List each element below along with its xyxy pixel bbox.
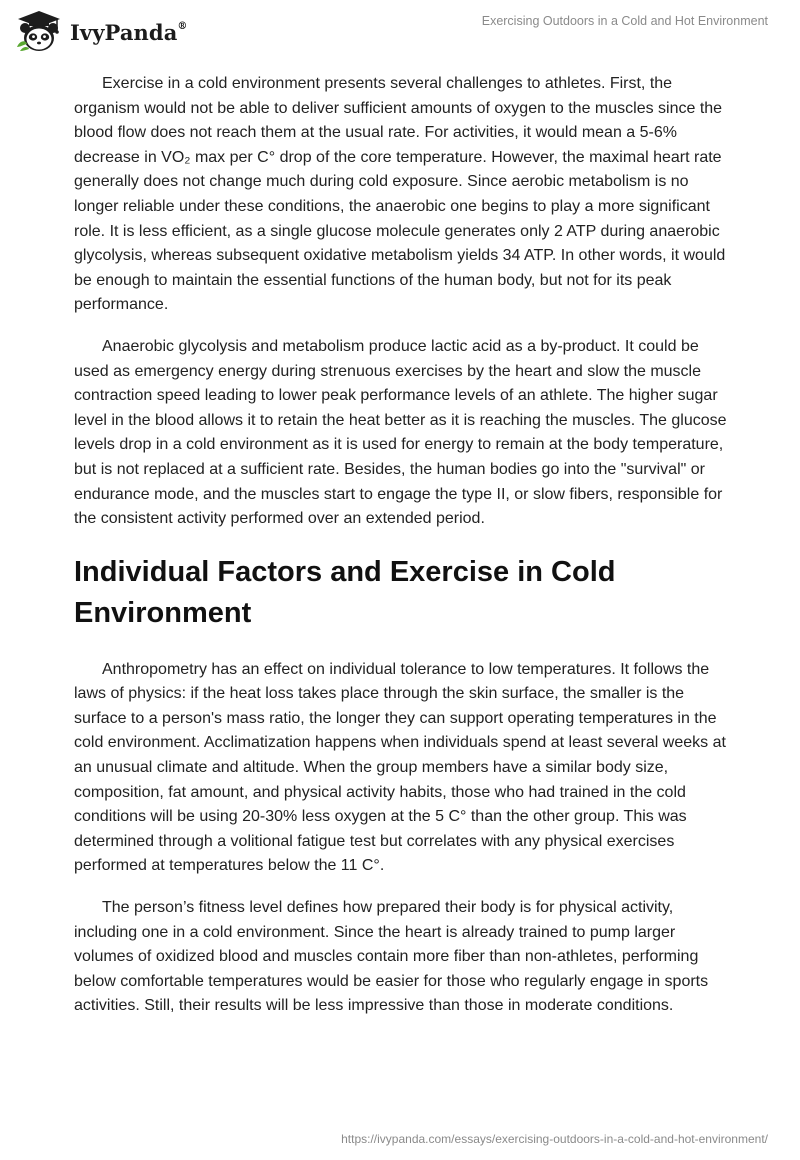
- document-title: Exercising Outdoors in a Cold and Hot Environment: [481, 14, 768, 28]
- paragraph: The person’s fitness level defines how prepared their body is for physical activity, including one in a cold environment. Since the heart is already trained to pump larger volumes of oxidized blood and muscles contain more fiber than non-athletes, performing below comfortable temperatures would be easier for those who regularly engage in sports activities. Still, their results will be less impressive than those in moderate conditions.: [74, 899, 709, 1015]
- brand-name: IvyPanda®: [70, 19, 188, 45]
- essay-body: [74, 72, 734, 1036]
- page-header: [0, 0, 800, 64]
- section-heading: Individual Factors and Exercise in Cold Environment: [74, 555, 616, 629]
- paragraph: Anaerobic glycolysis and metabolism produce lactic acid as a by-product. It could be used as emergency energy during strenuous exercises by the heart and slow the muscle contraction speed leading to lower peak performance levels of an athlete. The higher sugar level in the blood allows it to retain the heat better as it is reaching the muscles. The glucose levels drop in a cold environment as it is used for energy to remain at the body temperature, but is not replaced at a sufficient rate. Besides, the human bodies go into the "survival" or endurance mode, and the muscles start to engage the type II, or slow fibers, responsible for the consistent activity performed over an extended period.: [74, 337, 727, 528]
- paragraph: Exercise in a cold environment presents several challenges to athletes. First, the organism would not be able to deliver sufficient amounts of oxygen to the muscles since the blood flow does not reach them at the usual rate. For activities, it would mean a 5-6% decrease in VO₂ max per C° drop of the core temperature. However, the maximal heart rate generally does not change much during cold exposure. Since aerobic metabolism is no longer reliable under these conditions, the anaerobic one begins to play a more significant role. It is less efficient, as a single glucose molecule generates only 2 ATP during anaerobic glycolysis, whereas subsequent oxidative metabolism yields 34 ATP. In other words, it would be enough to maintain the essential functions of the human body, but not for its peak performance.: [74, 75, 726, 314]
- panda-graduate-icon: [14, 9, 64, 55]
- brand-logo[interactable]: [14, 9, 188, 55]
- registered-mark: ®: [177, 20, 188, 32]
- paragraph: Anthropometry has an effect on individual tolerance to low temperatures. It follows the laws of physics: if the heat loss takes place through the skin surface, the smaller is the surface to a person's mass ratio, the longer they can support operating temperatures in the cold environment. Acclimatization happens when individuals spend at least several weeks at an unusual climate and altitude. When the group members have a similar body size, composition, fat amount, and physical activity habits, those who had trained in the cold conditions will be using 20-30% less oxygen at the 5 C° than the other group. This was determined through a volitional fatigue test but correlates with any physical exercises performed at temperatures below the 11 C°.: [74, 660, 726, 875]
- source-url-link[interactable]: https://ivypanda.com/essays/exercising-outdoors-in-a-cold-and-hot-environment/: [341, 1132, 768, 1146]
